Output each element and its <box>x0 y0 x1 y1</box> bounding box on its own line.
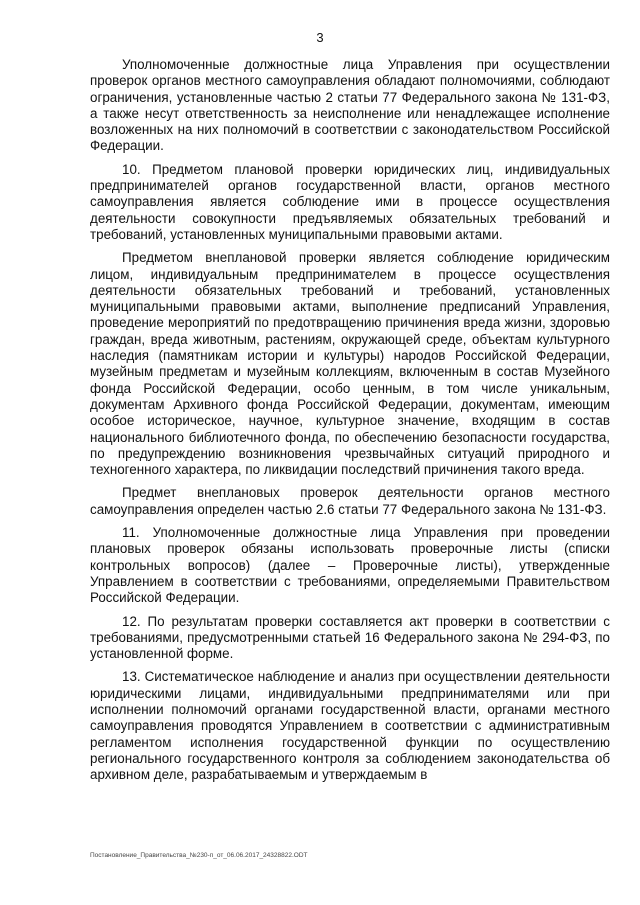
paragraph-11-checklists: 11. Уполномоченные должностные лица Управления при проведении плановых проверок обязаны использовать проверочные листы (списки контрольных вопросов) (далее – Проверочные листы), утвержденные Управлением в соответствии с требованиями, определяемыми Правительством Российской Федерации. <box>90 525 610 606</box>
paragraph-10-planned-inspection-subject: 10. Предметом плановой проверки юридических лиц, индивидуальных предпринимателей органов государственной власти, органов местного самоуправления является соблюдение ими в процессе осуществления деятельности совокупности предъявляемых обязательных требований и требований, установленных муниципальными правовыми актами. <box>90 161 610 242</box>
document-footer: Постановление_Правительства_№230-п_от_06.06.2017_24328822.ODT <box>90 852 308 859</box>
paragraph-officials-powers: Уполномоченные должностные лица Управления при осуществлении проверок органов местного самоуправления обладают полномочиями, соблюдают ограничения, установленные частью 2 статьи 77 Федерального закона № 131-ФЗ, а также несут ответственность за неисполнение или ненадлежащее исполнение возложенных на них полномочий в соответствии с законодательством Российской Федерации. <box>90 57 610 154</box>
paragraph-local-government-inspection-subject: Предмет внеплановых проверок деятельности органов местного самоуправления определен частью 2.6 статьи 77 Федерального закона № 131-ФЗ. <box>90 485 610 517</box>
paragraph-12-inspection-act: 12. По результатам проверки составляется акт проверки в соответствии с требованиями, предусмотренными статьей 16 Федерального закона № 294-ФЗ, по установленной форме. <box>90 613 610 662</box>
paragraph-13-systematic-observation: 13. Систематическое наблюдение и анализ при осуществлении деятельности юридическими лицами, индивидуальными предпринимателями или при исполнении полномочий органами государственной власти, органами местного самоуправления проводятся Управлением в соответствии с административным регламентом исполнения государственной функции по осуществлению регионального государственного контроля за соблюдением законодательства об архивном деле, разрабатываемым и утверждаемым в <box>90 669 610 783</box>
paragraph-unscheduled-inspection-subject: Предметом внеплановой проверки является соблюдение юридическим лицом, индивидуальным предпринимателем в процессе осуществления деятельности обязательных требований и требований, установленных муниципальными правовыми актами, выполнение предписаний Управления, проведение мероприятий по предотвращению причинения вреда жизни, здоровью граждан, вреда животным, растениям, окружающей среде, объектам культурного наследия (памятникам истории и культуры) народов Российской Федерации, музейным предметам и музейным коллекциям, включенным в состав Музейного фонда Российской Федерации, особо ценным, в том числе уникальным, документам Архивного фонда Российской Федерации, документам, имеющим особое историческое, научное, культурное значение, входящим в состав национального библиотечного фонда, по обеспечению безопасности государства, по предупреждению возникновения чрезвычайных ситуаций природного и техногенного характера, по ликвидации последствий причинения такого вреда. <box>90 250 610 478</box>
page-number: 3 <box>316 30 324 45</box>
document-body <box>90 57 610 790</box>
